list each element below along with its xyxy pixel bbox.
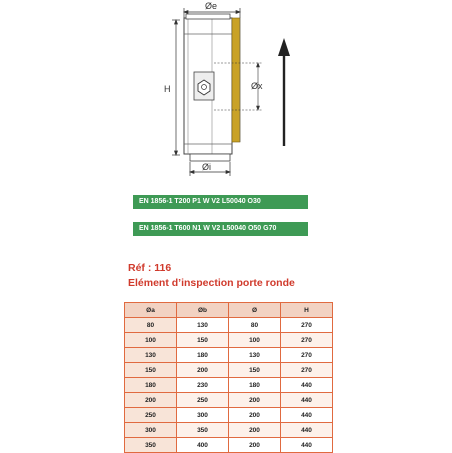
column-header: Øb — [177, 303, 229, 318]
table-cell: 250 — [125, 408, 177, 423]
table-cell: 180 — [177, 348, 229, 363]
table-cell: 80 — [125, 318, 177, 333]
column-header: H — [281, 303, 333, 318]
insulation-layer — [232, 18, 240, 142]
table-cell: 200 — [229, 438, 281, 453]
table-row — [125, 348, 333, 363]
table-cell: 130 — [177, 318, 229, 333]
table-cell: 200 — [229, 393, 281, 408]
table-cell: 440 — [281, 393, 333, 408]
table-cell: 250 — [177, 393, 229, 408]
table-cell: 440 — [281, 438, 333, 453]
table-cell: 150 — [125, 363, 177, 378]
table-cell: 80 — [229, 318, 281, 333]
table-cell: 230 — [177, 378, 229, 393]
table-cell: 440 — [281, 408, 333, 423]
certification-band-2: EN 1856-1 T600 N1 W V2 L50040 O50 G70 — [133, 222, 308, 236]
certification-band-1: EN 1856-1 T200 P1 W V2 L50040 O30 — [133, 195, 308, 209]
dimensions-table — [124, 302, 333, 453]
technical-drawing — [0, 0, 452, 185]
table-row — [125, 408, 333, 423]
table-cell: 350 — [125, 438, 177, 453]
table-cell: 130 — [125, 348, 177, 363]
table-cell: 100 — [229, 333, 281, 348]
table-cell: 150 — [177, 333, 229, 348]
column-header: Øa — [125, 303, 177, 318]
label-diameter-ext: Øe — [205, 1, 218, 11]
table-row — [125, 363, 333, 378]
label-diameter-door: Øx — [251, 81, 263, 91]
column-header: Ø — [229, 303, 281, 318]
table-cell: 130 — [229, 348, 281, 363]
flow-direction-arrow-icon — [278, 38, 290, 146]
table-row — [125, 318, 333, 333]
table-row — [125, 333, 333, 348]
table-cell: 300 — [125, 423, 177, 438]
reference-code: Réf : 116 — [128, 262, 172, 274]
table-cell: 440 — [281, 423, 333, 438]
dimension-height — [172, 20, 180, 155]
table-cell: 300 — [177, 408, 229, 423]
table-cell: 270 — [281, 363, 333, 378]
table-cell: 200 — [125, 393, 177, 408]
label-height: H — [164, 84, 171, 94]
table-cell: 270 — [281, 333, 333, 348]
table-row — [125, 378, 333, 393]
table-row — [125, 438, 333, 453]
table-cell: 200 — [177, 363, 229, 378]
table-cell: 400 — [177, 438, 229, 453]
table-row — [125, 423, 333, 438]
table-cell: 350 — [177, 423, 229, 438]
table-cell: 100 — [125, 333, 177, 348]
inspection-door — [194, 72, 214, 100]
reference-title: Elément d’inspection porte ronde — [128, 277, 295, 289]
table-cell: 150 — [229, 363, 281, 378]
table-cell: 200 — [229, 408, 281, 423]
label-diameter-int: Øi — [202, 162, 211, 172]
table-row — [125, 393, 333, 408]
table-cell: 180 — [229, 378, 281, 393]
table-cell: 270 — [281, 318, 333, 333]
table-cell: 180 — [125, 378, 177, 393]
table-cell: 440 — [281, 378, 333, 393]
table-header-row — [125, 303, 333, 318]
table-cell: 270 — [281, 348, 333, 363]
table-cell: 200 — [229, 423, 281, 438]
